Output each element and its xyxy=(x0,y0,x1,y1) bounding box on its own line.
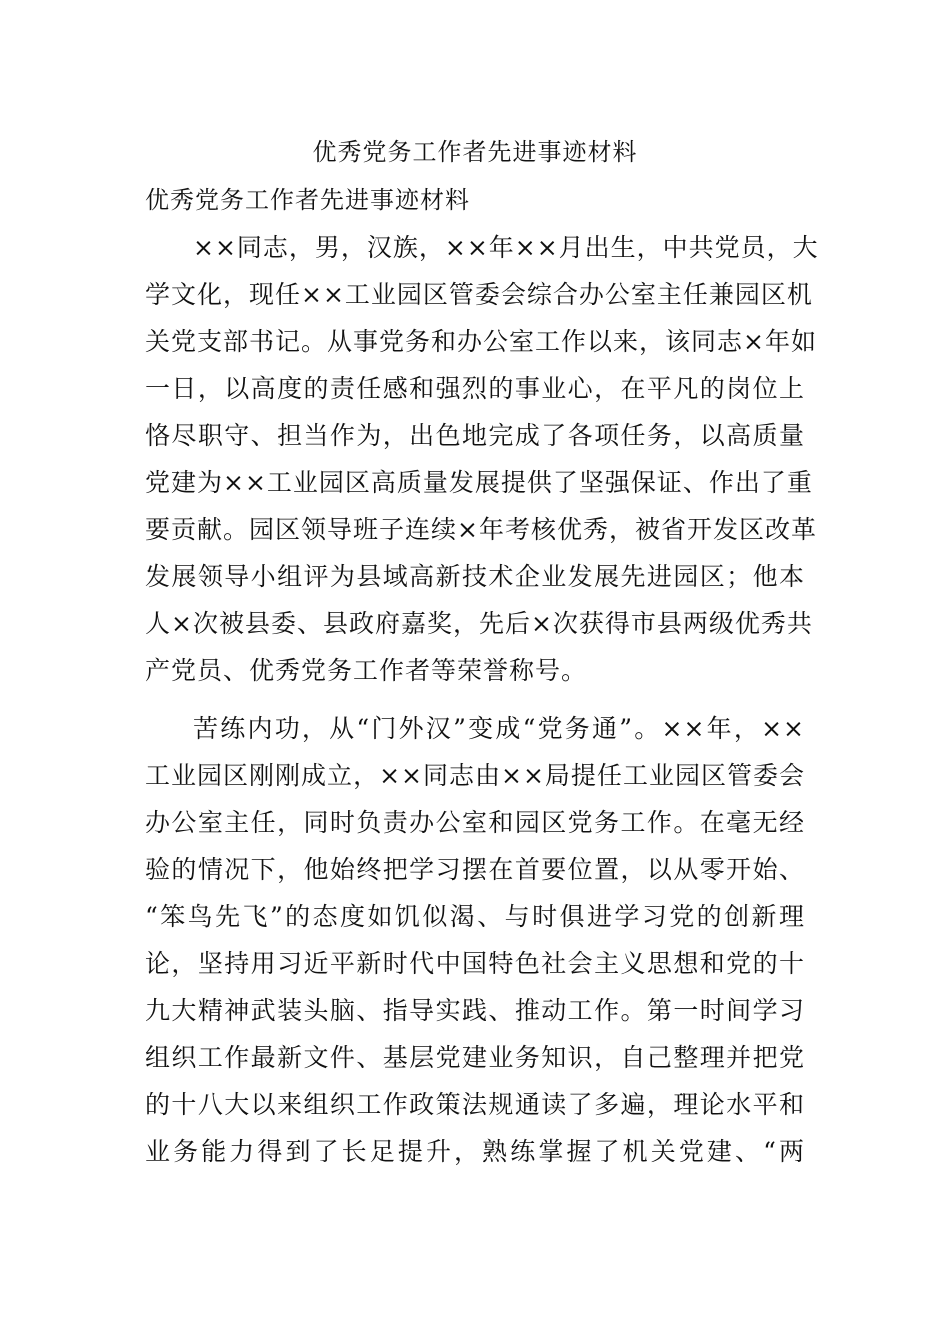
paragraph1-line: 关党支部书记。从事党务和办公室工作以来，该同志×年如 xyxy=(145,327,817,356)
paragraph2-line: 苦练内功，从“门外汉”变成“党务通”。××年，×× xyxy=(193,714,805,743)
paragraph1-line: 人×次被县委、县政府嘉奖，先后×次获得市县两级优秀共 xyxy=(145,609,813,638)
paragraph1-line: 要贡献。园区领导班子连续×年考核优秀，被省开发区改革 xyxy=(145,515,817,544)
paragraph2-line: 业务能力得到了长足提升，熟练掌握了机关党建、“两 xyxy=(145,1137,805,1166)
paragraph2-line: 办公室主任，同时负责办公室和园区党务工作。在毫无经 xyxy=(145,808,805,837)
paragraph2-line: 验的情况下，他始终把学习摆在首要位置，以从零开始、 xyxy=(145,855,805,884)
document-subtitle: 优秀党务工作者先进事迹材料 xyxy=(145,186,470,214)
document-title: 优秀党务工作者先进事迹材料 xyxy=(312,138,638,166)
paragraph1-line: ××同志，男，汉族，××年××月出生，中共党员，大 xyxy=(193,233,819,262)
paragraph2-line: “笨鸟先飞”的态度如饥似渴、与时俱进学习党的创新理 xyxy=(145,902,805,931)
paragraph2-line: 工业园区刚刚成立，××同志由××局提任工业园区管委会 xyxy=(145,761,805,790)
paragraph2-line: 九大精神武装头脑、指导实践、推动工作。第一时间学习 xyxy=(145,996,805,1025)
paragraph2-line: 组织工作最新文件、基层党建业务知识，自己整理并把党 xyxy=(145,1043,805,1072)
paragraph2-line: 论，坚持用习近平新时代中国特色社会主义思想和党的十 xyxy=(145,949,805,978)
paragraph2-line: 的十八大以来组织工作政策法规通读了多遍，理论水平和 xyxy=(145,1090,805,1119)
paragraph1-line: 学文化，现任××工业园区管委会综合办公室主任兼园区机 xyxy=(145,280,813,309)
paragraph1-line: 发展领导小组评为县域高新技术企业发展先进园区；他本 xyxy=(145,562,805,591)
paragraph1-line: 一日，以高度的责任感和强烈的事业心，在平凡的岗位上 xyxy=(145,374,805,403)
paragraph1-line: 党建为××工业园区高质量发展提供了坚强保证、作出了重 xyxy=(145,468,813,497)
paragraph1-line: 恪尽职守、担当作为，出色地完成了各项任务，以高质量 xyxy=(145,421,805,450)
paragraph1-line: 产党员、优秀党务工作者等荣誉称号。 xyxy=(145,656,588,685)
